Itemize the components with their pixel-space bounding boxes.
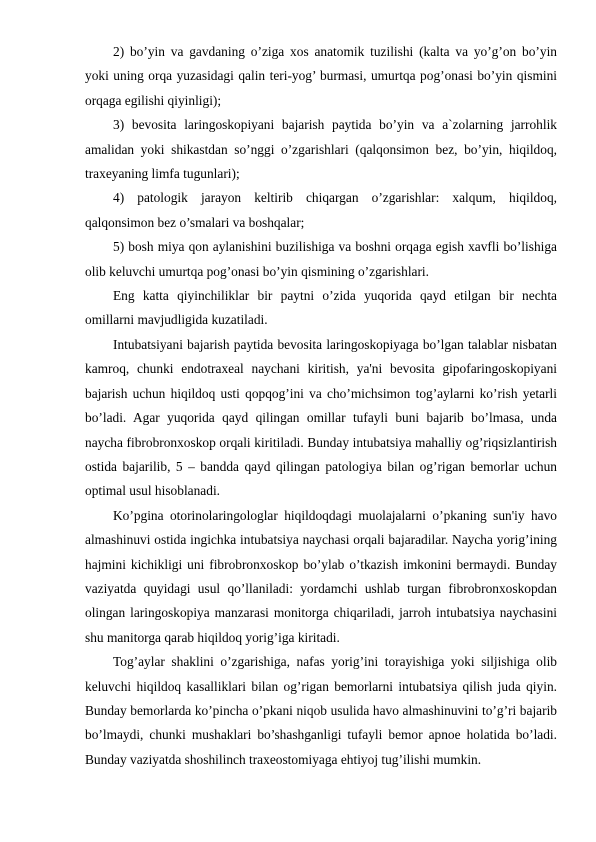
- paragraph-item-4: 4) patologik jarayon keltirib chiqargan o’zgarishlar: xalqum, hiqildoq, qalqonsimon bez o’smalari va boshqalar;: [85, 190, 557, 230]
- paragraph-cartilage-changes: Tog’aylar shaklini o’zgarishiga, nafas yorig’ini torayishiga yoki siljishiga olib keluvchi hiqildoq kasalliklari bilan og’rigan bemorlarni intubatsiya qilish juda qiyin. Bunday bemorlarda ko’pincha o’pkani niqob usulida havo almashinuvini to’g’ri bajarib bo’lmaydi, chunki mushaklari bo’shashganligi tufayli bemor apnoe holatida bo’ladi. Bunday vaziyatda shoshilinch traxeostomiyaga ehtiyoj tug’ilishi mumkin.: [85, 654, 557, 767]
- paragraph-item-3: 3) bevosita laringoskopiyani bajarish paytida bo’yin va a`zolarning jarrohlik amalidan yoki shikastdan so’nggi o’zgarishlari (qalqonsimon bez, bo’yin, hiqildoq, traxeyaning limfa tugunlari);: [85, 117, 557, 182]
- paragraph-item-5: 5) bosh miya qon aylanishini buzilishiga va boshni orqaga egish xavfli bo’lishiga olib keluvchi umurtqa pog’onasi bo’yin qismining o’zgarishlari.: [85, 239, 557, 279]
- paragraph-difficulties: Eng katta qiyinchiliklar bir paytni o’zida yuqorida qayd etilgan bir nechta omillarni mavjudligida kuzatiladi.: [85, 288, 557, 328]
- paragraph-item-2: 2) bo’yin va gavdaning o’ziga xos anatomik tuzilishi (kalta va yo’g’on bo’yin yoki uning orqa yuzasidagi qalin teri-yog’ burmasi, umurtqa pog’onasi bo’yin qismini orqaga egilishi qiyinligi);: [85, 44, 557, 108]
- paragraph-otorhinolaryngologists: Ko’pgina otorinolaringologlar hiqildoqdagi muolajalarni o’pkaning sun'iy havo almashinuvi ostida ingichka intubatsiya naychasi orqali bajaradilar. Naycha yorig’ining hajmini kichikligi uni fibrobronxoskop bo’ylab o’tkazish imkonini bermaydi. Bunday vaziyatda quyidagi usul qo’llaniladi: yordamchi ushlab turgan fibrobronxoskopdan olingan laringoskopiya manzarasi monitorga chiqariladi, jarroh intubatsiya naychasini shu manitorga qarab hiqildoq yorig’iga kiritadi.: [85, 507, 557, 645]
- paragraph-intubation-requirements: Intubatsiyani bajarish paytida bevosita laringoskopiyaga bo’lgan talablar nisbatan kamroq, chunki endotraxeal naychani kiritish, ya'ni bevosita gipofaringoskopiyani bajarish uchun hiqildoq usti qopqog’ini va cho’michsimon tog’aylarni ko’rish yetarli bo’ladi. Agar yuqorida qayd qilingan omillar tufayli buni bajarib bo’lmasa, unda naycha fibrobronxoskop orqali kiritiladi. Bunday intubatsiya mahalliy og’riqsizlantirish ostida bajarilib, 5 – bandda qayd qilingan patologiya bilan og’rigan bemorlar uchun optimal usul hisoblanadi.: [85, 336, 557, 499]
- document-page: [85, 40, 557, 772]
